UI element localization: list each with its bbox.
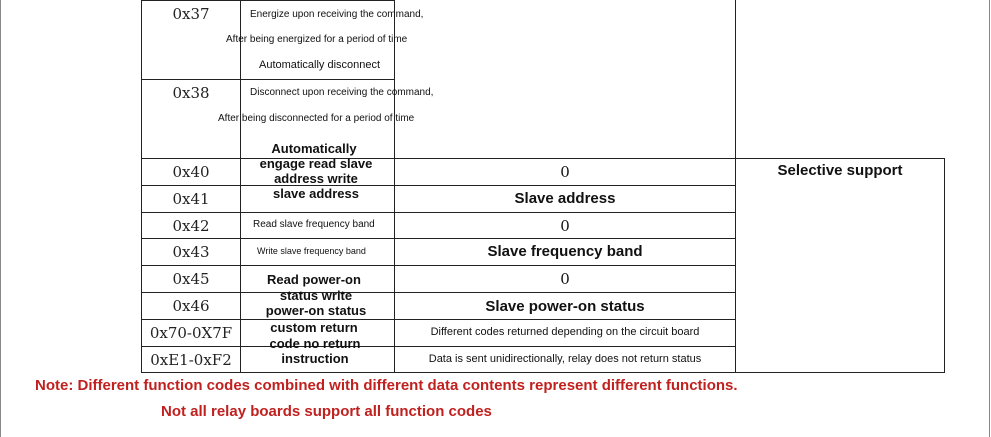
function-code: 0x42 bbox=[172, 217, 210, 235]
function-description: engage read slave bbox=[259, 156, 373, 171]
row-divider bbox=[141, 265, 736, 266]
table-border-right bbox=[944, 158, 945, 373]
function-code: 0x41 bbox=[172, 190, 210, 208]
page-edge-right bbox=[989, 0, 990, 437]
row-divider bbox=[141, 292, 736, 293]
function-description: address write slave address bbox=[272, 171, 359, 201]
function-code: 0xE1-0xF2 bbox=[150, 351, 232, 369]
row-divider bbox=[141, 346, 736, 347]
function-description: Automatically bbox=[271, 141, 357, 156]
function-description: code no return instruction bbox=[269, 336, 361, 366]
function-description: After being energized for a period of time bbox=[226, 34, 408, 45]
row-divider bbox=[141, 79, 395, 80]
column-divider bbox=[735, 0, 736, 373]
function-code: 0x46 bbox=[172, 297, 210, 315]
data-content: Different codes returned depending on the circuit board bbox=[430, 326, 700, 338]
function-description: custom return bbox=[270, 320, 358, 335]
function-code: 0x70-0X7F bbox=[149, 324, 233, 342]
footnote-note: Note: Different function codes combined with different data contents represent different functions. bbox=[35, 377, 738, 394]
function-description: Read power-on bbox=[267, 272, 361, 287]
footnote-support: Not all relay boards support all function codes bbox=[161, 403, 492, 420]
function-description: Disconnect upon receiving the command, bbox=[250, 87, 434, 98]
function-code: 0x37 bbox=[172, 5, 210, 23]
function-description: Energize upon receiving the command, bbox=[250, 9, 424, 20]
data-content: Slave frequency band bbox=[487, 243, 643, 260]
function-description: status write power-on status bbox=[265, 288, 367, 318]
column-divider bbox=[394, 0, 395, 373]
table-border-left bbox=[141, 0, 142, 373]
data-content: 0 bbox=[560, 163, 570, 181]
column-divider bbox=[240, 0, 241, 373]
data-content: Slave power-on status bbox=[485, 298, 645, 315]
row-divider bbox=[141, 238, 736, 239]
data-content: 0 bbox=[560, 270, 570, 288]
function-description: Read slave frequency band bbox=[253, 219, 375, 230]
page-edge-left bbox=[0, 0, 1, 437]
support-label: Selective support bbox=[777, 162, 903, 179]
function-code: 0x40 bbox=[172, 163, 210, 181]
function-code: 0x45 bbox=[172, 270, 210, 288]
function-description: After being disconnected for a period of time bbox=[218, 113, 415, 124]
row-divider bbox=[141, 185, 736, 186]
function-description: Write slave frequency band bbox=[257, 246, 366, 256]
function-code: 0x43 bbox=[172, 243, 210, 261]
table-border-bottom bbox=[141, 372, 945, 373]
row-divider bbox=[141, 0, 395, 1]
data-content: 0 bbox=[560, 217, 570, 235]
row-divider bbox=[141, 212, 736, 213]
data-content: Slave address bbox=[514, 190, 616, 207]
row-divider bbox=[141, 319, 736, 320]
function-code: 0x38 bbox=[172, 84, 210, 102]
data-content: Data is sent unidirectionally, relay does not return status bbox=[428, 353, 702, 365]
function-description: Automatically disconnect bbox=[259, 59, 381, 71]
